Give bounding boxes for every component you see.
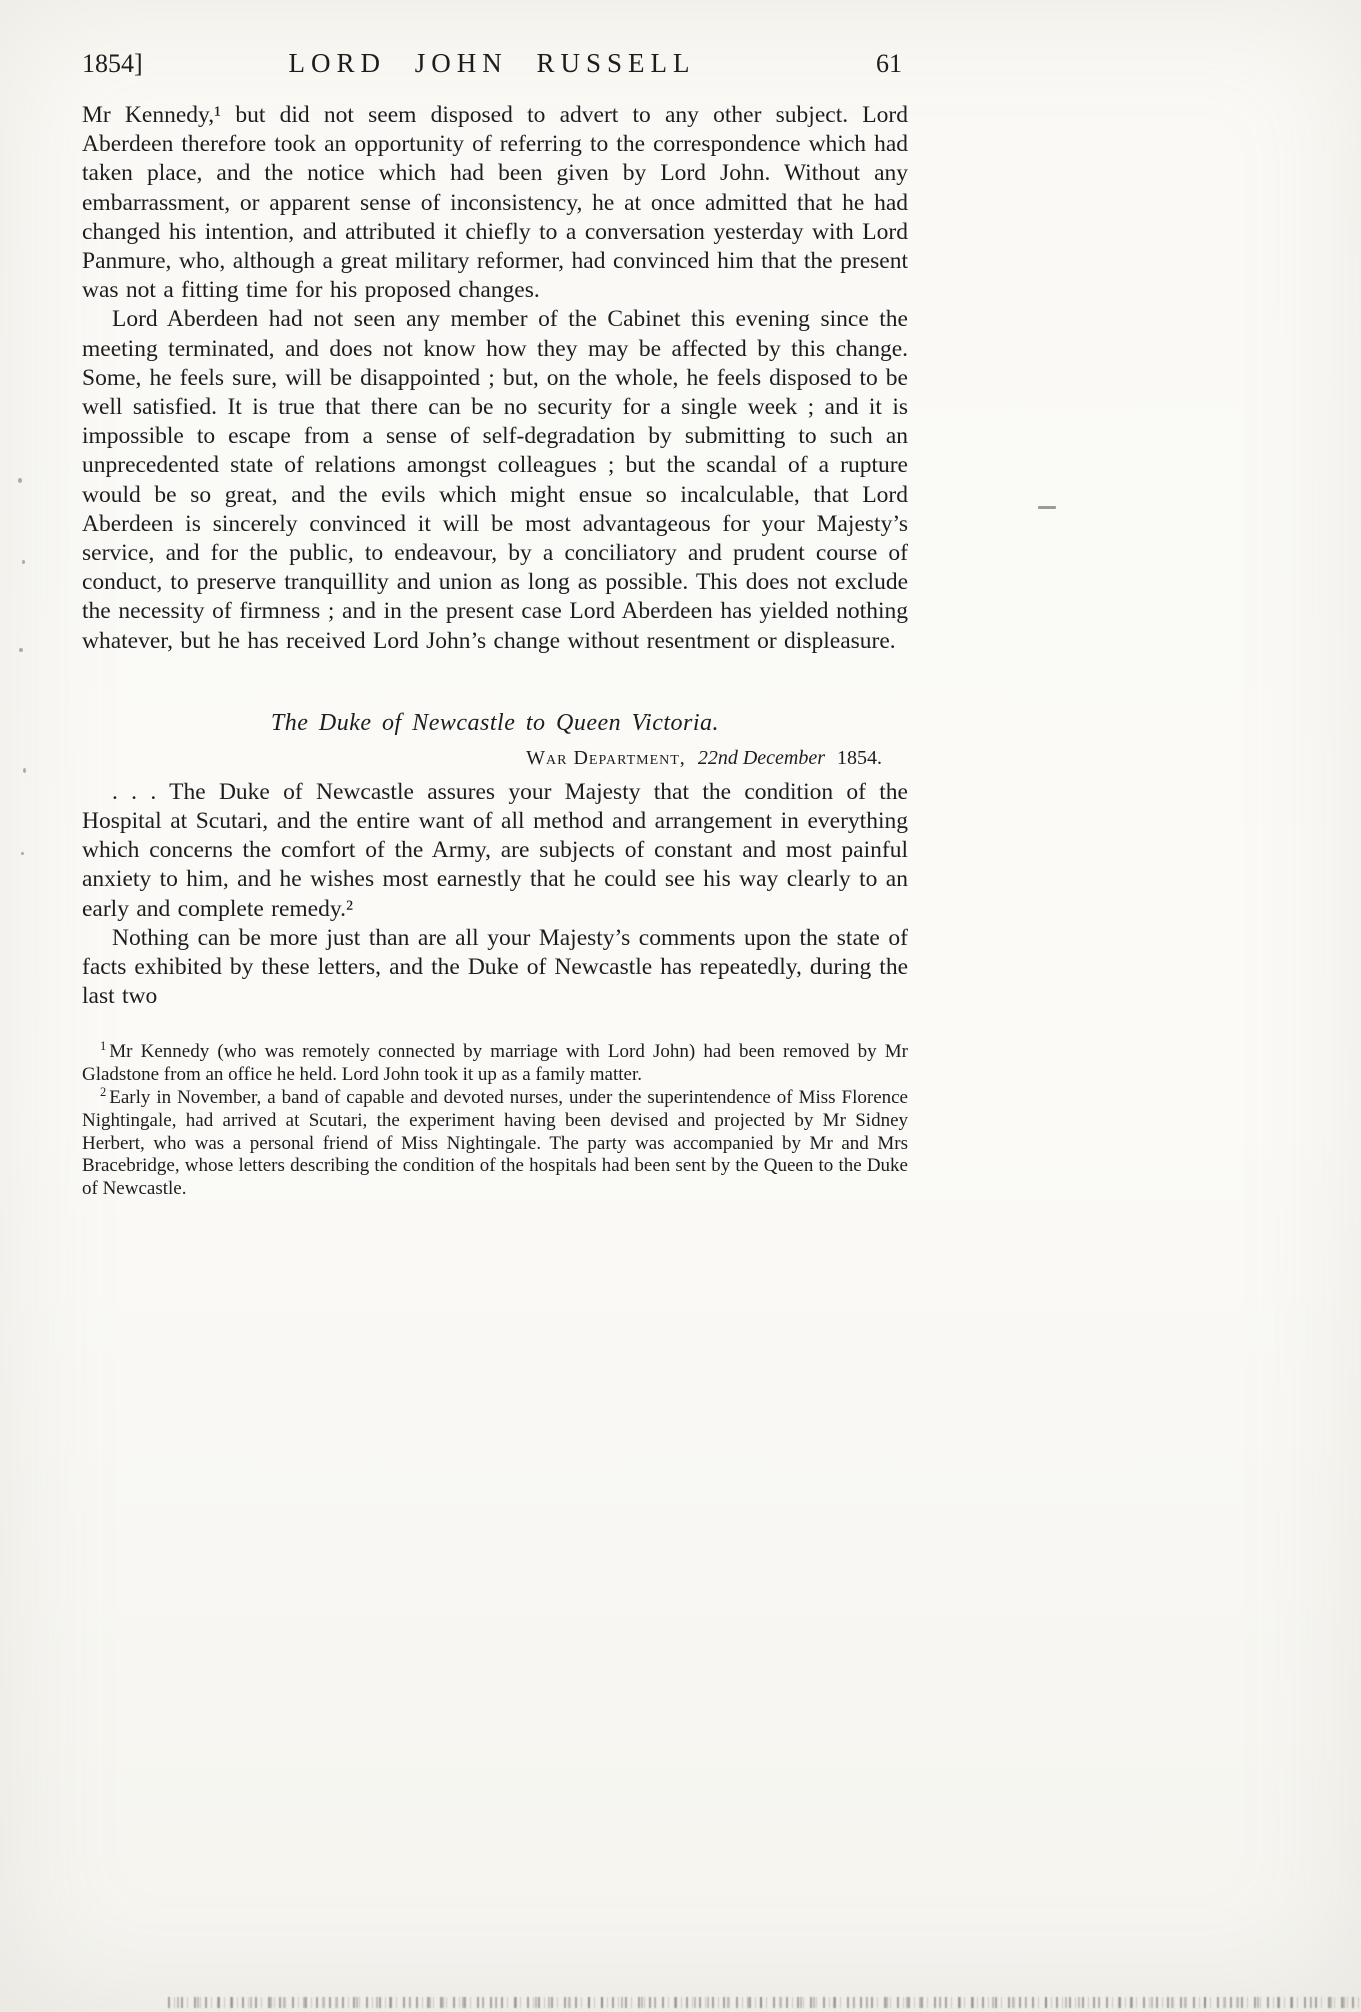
- letter-dateline: [82, 747, 908, 770]
- text-block: [82, 46, 908, 1201]
- page-header: [82, 46, 908, 81]
- paragraph: Nothing can be more just than are all your Majesty’s comments upon the state of facts exhibited by these letters, and the Duke of Newcastle has repeatedly, during the last two: [82, 924, 908, 1010]
- header-page-number: 61: [876, 49, 902, 78]
- scan-speckle: [19, 648, 23, 652]
- dateline-date: 22nd December: [697, 746, 825, 769]
- header-year: 1854]: [82, 49, 143, 78]
- dateline-year: 1854.: [837, 746, 882, 769]
- footnote: [82, 1041, 908, 1087]
- footnote-text: Mr Kennedy (who was remotely connected by marriage with Lord John) had been removed by Mr Gladstone from an office he held. Lord John took it up as a family matter.: [82, 1041, 908, 1086]
- letter-heading: The Duke of Newcastle to Queen Victoria.: [270, 709, 720, 736]
- main-text-section: [82, 101, 908, 656]
- scan-speckle: [21, 852, 24, 855]
- scan-speckle: [22, 560, 25, 564]
- header-running-title: LORD JOHN RUSSELL: [288, 48, 696, 78]
- footnote-marker: 1: [100, 1039, 107, 1054]
- scan-edge-noise: [168, 1997, 1361, 2008]
- dateline-department: War Department,: [526, 746, 686, 769]
- paragraph: Mr Kennedy,¹ but did not seem disposed to advert to any other subject. Lord Aberdeen therefore took an opportunity of referring to the correspondence which had taken place, and the notice which had been given by Lord John. Without any embarrassment, or apparent sense of inconsistency, he at once admitted that he had changed his intention, and attributed it chiefly to a conversation yesterday with Lord Panmure, who, although a great military reformer, had convinced him that the present was not a fitting time for his proposed changes.: [82, 102, 908, 304]
- footnote-text: Early in November, a band of capable and devoted nurses, under the superintendence of Miss Florence Nightingale, had arrived at Scutari, the experiment having been devised and projected by Mr Sidney Herbert, who was a personal friend of Miss Nightingale. The party was accompanied by Mr and Mrs Bracebridge, whose letters describing the condition of the hospitals had been sent by the Queen to the Duke of Newcastle.: [82, 1087, 908, 1200]
- paragraph: . . . The Duke of Newcastle assures your Majesty that the condition of the Hospital at Scutari, and the entire want of all method and arrangement in everything which concerns the comfort of the Army, are subjects of constant and most painful anxiety to him, and he wishes most earnestly that he could see his way clearly to an early and complete remedy.²: [82, 778, 908, 922]
- letter-section: [82, 710, 908, 1012]
- scan-dash-mark: [1038, 506, 1056, 509]
- scan-speckle: [18, 478, 22, 483]
- scan-speckle: [23, 768, 26, 773]
- footnote: [82, 1084, 908, 1201]
- footnotes-section: [82, 1041, 908, 1201]
- paragraph: Lord Aberdeen had not seen any member of the Cabinet this evening since the meeting terminated, and does not know how they may be affected by this change. Some, he feels sure, will be disappointed ; but, on the whole, he feels disposed to be well satisfied. It is true that there can be no security for a single week ; and it is impossible to escape from a sense of self-degradation by submitting to such an unprecedented state of relations amongst colleagues ; but the scandal of a rupture would be so great, and the evils which might ensue so incalculable, that Lord Aberdeen is sincerely convinced it will be most advantageous for your Majesty’s service, and for the public, to endeavour, by a conciliatory and prudent course of conduct, to preserve tranquillity and union as long as possible. This does not exclude the necessity of firmness ; and in the present case Lord Aberdeen has yielded nothing whatever, but he has received Lord John’s change without resentment or displeasure.: [82, 306, 908, 654]
- footnote-marker: 2: [100, 1084, 107, 1099]
